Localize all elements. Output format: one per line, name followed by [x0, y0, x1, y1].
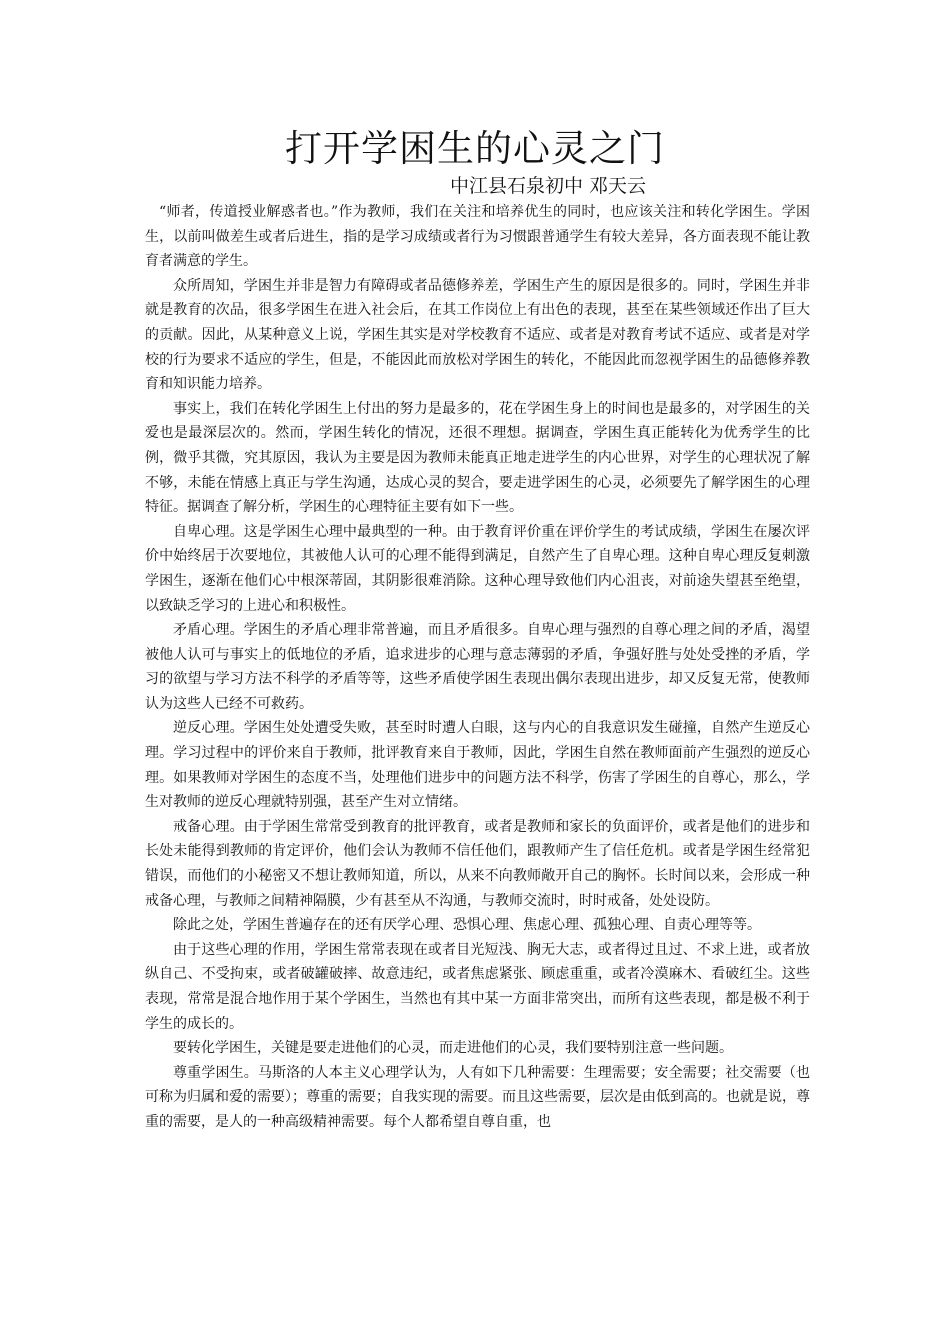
paragraph: 逆反心理。学困生处处遭受失败，甚至时时遭人白眼，这与内心的自我意识发生碰撞，自然产生逆反心理。学习过程中的评价来自于教师，批评教育来自于教师，因此，学困生自然在教师面前产生强烈的逆反心理。如果教师对学困生的态度不当，处理他们进步中的问题方法不科学，伤害了学困生的自尊心，那么，学生对教师的逆反心理就特别强，甚至产生对立情绪。 [145, 720, 810, 811]
paragraph: “师者，传道授业解惑者也。”作为教师，我们在关注和培养优生的同时，也应该关注和转化学困生。学困生，以前叫做差生或者后进生，指的是学习成绩或者行为习惯跟普通学生有较大差异，各方面表现不能让教育者满意的学生。 [145, 204, 810, 270]
paragraph: 尊重学困生。马斯洛的人本主义心理学认为，人有如下几种需要：生理需要；安全需要；社交需要（也可称为归属和爱的需要）；尊重的需要；自我实现的需要。而且这些需要，层次是由低到高的。也就是说，尊重的需要，是人的一种高级精神需要。每个人都希望自尊自重，也 [145, 1064, 810, 1130]
paragraph: 戒备心理。由于学困生常常受到教育的批评教育，或者是教师和家长的负面评价，或者是他们的进步和长处未能得到教师的肯定评价，他们会认为教师不信任他们，跟教师产生了信任危机。或者是学困生经常犯错误，而他们的小秘密又不想让教师知道，所以，从来不向教师敞开自己的胸怀。长时间以来，会形成一种戒备心理，与教师之间精神隔膜，少有甚至从不沟通，与教师交流时，时时戒备，处处设防。 [145, 818, 810, 909]
paragraph: 自卑心理。这是学困生心理中最典型的一种。由于教育评价重在评价学生的考试成绩，学困生在屡次评价中始终居于次要地位，其被他人认可的心理不能得到满足，自然产生了自卑心理。这种自卑心理反复刺激学困生，逐渐在他们心中根深蒂固，其阴影很难消除。这种心理导致他们内心沮丧，对前途失望甚至绝望，以致缺乏学习的上进心和积极性。 [145, 523, 810, 614]
document-title: 打开学困生的心灵之门 [285, 127, 665, 170]
paragraph: 事实上，我们在转化学困生上付出的努力是最多的，花在学困生身上的时间也是最多的，对学困生的关爱也是最深层次的。然而，学困生转化的情况，还很不理想。据调查，学困生真正能转化为优秀学生的比例，微乎其微，究其原因，我认为主要是因为教师未能真正地走进学生的内心世界，对学生的心理状况了解不够，未能在情感上真正与学生沟通，达成心灵的契合，要走进学困生的心灵，必须要先了解学困生的心理特征。据调查了解分析，学困生的心理特征主要有如下一些。 [145, 400, 810, 516]
paragraph: 众所周知，学困生并非是智力有障碍或者品德修养差，学困生产生的原因是很多的。同时，学困生并非就是教育的次品，很多学困生在进入社会后，在其工作岗位上有出色的表现，甚至在某些领域还作出了巨大的贡献。因此，从某种意义上说，学困生其实是对学校教育不适应、或者是对教育考试不适应、或者是对学校的行为要求不适应的学生，但是，不能因此而放松对学困生的转化，不能因此而忽视学困生的品德修养教育和知识能力培养。 [145, 277, 810, 393]
author-byline: 中江县石泉初中 邓天云 [450, 175, 647, 197]
paragraph: 除此之处，学困生普遍存在的还有厌学心理、恐惧心理、焦虑心理、孤独心理、自责心理等等。 [173, 917, 761, 934]
paragraph: 由于这些心理的作用，学困生常常表现在或者目光短浅、胸无大志，或者得过且过、不求上进，或者放纵自己、不受拘束，或者破罐破摔、故意违纪，或者焦虑紧张、顾虑重重，或者冷漠麻木、看破红尘。这些表现，常常是混合地作用于某个学困生，当然也有其中某一方面非常突出，而所有这些表现，都是极不利于学生的成长的。 [145, 941, 810, 1032]
document-body [145, 200, 810, 1135]
paragraph: 要转化学困生，关键是要走进他们的心灵，而走进他们的心灵，我们要特别注意一些问题。 [173, 1040, 733, 1057]
paragraph: 矛盾心理。学困生的矛盾心理非常普遍，而且矛盾很多。自卑心理与强烈的自尊心理之间的矛盾，渴望被他人认可与事实上的低地位的矛盾，追求进步的心理与意志薄弱的矛盾，争强好胜与处处受挫的矛盾，学习的欲望与学习方法不科学的矛盾等等，这些矛盾使学困生表现出偶尔表现出进步，却又反复无常，使教师认为这些人已经不可救药。 [145, 622, 810, 712]
